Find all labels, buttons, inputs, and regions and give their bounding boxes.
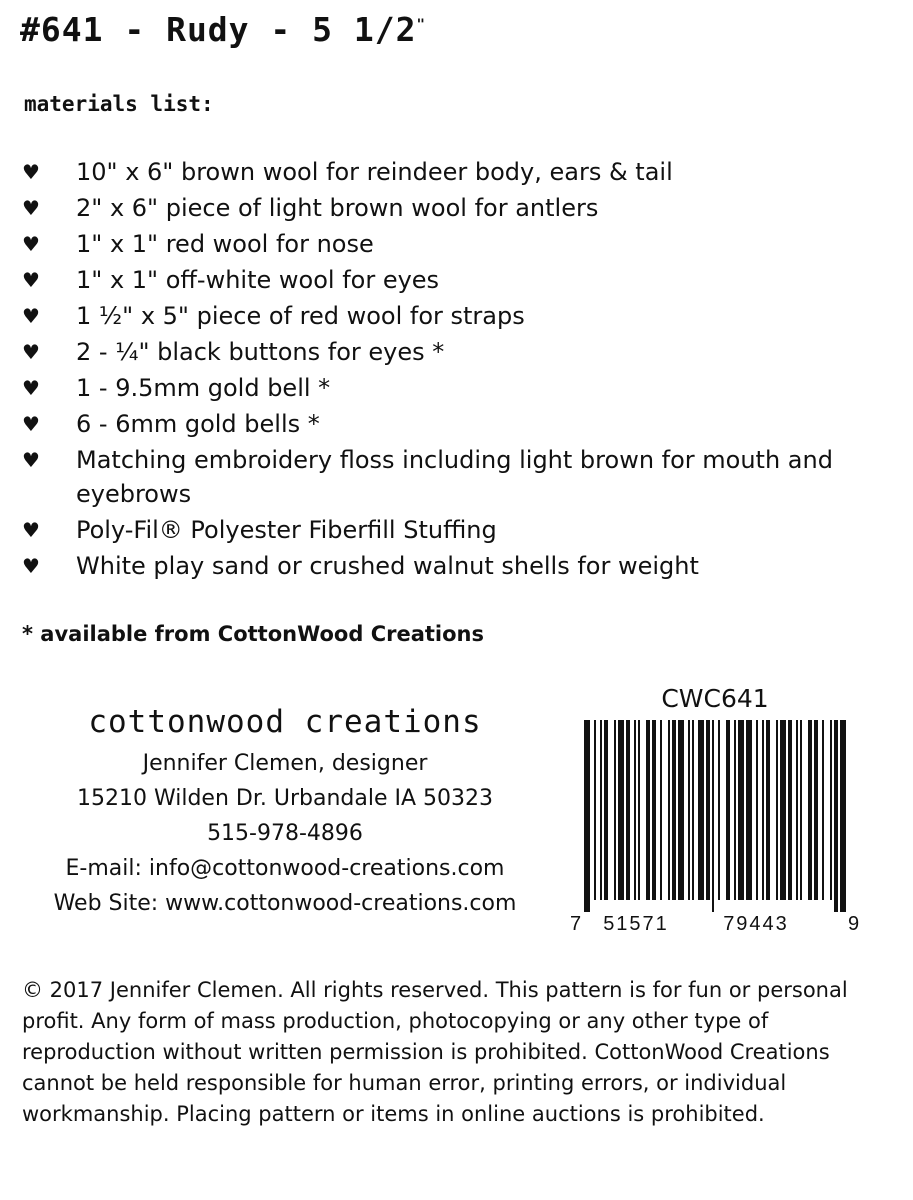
barcode-bar [766,720,770,900]
barcode-bar [672,720,676,900]
list-item-text: Matching embroidery floss including light brown for mouth and eyebrows [76,446,833,508]
list-item [22,371,882,405]
designer-line: Jennifer Clemen, designer [142,751,428,776]
barcode-bar [738,720,744,900]
phone-line: 515-978-4896 [207,821,363,846]
title-text: #641 - Rudy - 5 1/2 [20,10,417,49]
barcode-bar [762,720,764,900]
barcode-bar [706,720,710,900]
barcode-digit-right: 9 [848,913,860,935]
barcode-bar [692,720,694,900]
barcode-bar [814,720,818,900]
list-item-text: 6 - 6mm gold bells * [76,410,320,438]
list-item-text: Poly-Fil® Polyester Fiberfill Stuffing [76,516,497,544]
heart-icon: ♥ [22,412,40,436]
heart-icon: ♥ [22,268,40,292]
list-item-text: 2 - ¼" black buttons for eyes * [76,338,445,366]
list-item-text: 1 ½" x 5" piece of red wool for straps [76,302,525,330]
list-item [22,299,882,333]
barcode-bar [688,720,690,900]
availability-note: * available from CottonWood Creations [22,622,484,646]
heart-icon: ♥ [22,518,40,542]
barcode-bar [718,720,720,900]
list-item [22,513,882,547]
barcode-block [570,684,860,935]
heart-icon: ♥ [22,196,40,220]
barcode-bar [822,720,824,900]
barcode-bar [834,720,838,912]
list-item [22,263,882,297]
barcode-bar [600,720,602,900]
heart-icon: ♥ [22,304,40,328]
website-line: Web Site: www.cottonwood-creations.com [53,891,517,916]
barcode-bar [668,720,670,900]
barcode-bar [830,720,832,900]
barcode-digit-left: 7 [570,913,582,935]
list-item [22,335,882,369]
list-item [22,549,882,583]
company-block [20,700,550,921]
barcode-bar [618,720,624,900]
heart-icon: ♥ [22,376,40,400]
list-item [22,443,882,511]
list-item [22,191,882,225]
barcode-image [570,720,860,935]
heart-icon: ♥ [22,554,40,578]
list-item-text: 2" x 6" piece of light brown wool for antlers [76,194,599,222]
barcode-bar [800,720,802,900]
barcode-bar [646,720,650,900]
list-item-text: 1" x 1" red wool for nose [76,230,374,258]
company-brand: cottonwood creations [88,704,482,740]
list-item-text: 1 - 9.5mm gold bell * [76,374,331,402]
barcode-bar [594,720,596,900]
product-code: CWC641 [661,684,769,713]
list-item-text: White play sand or crushed walnut shells for weight [76,552,699,580]
barcode-bar [788,720,792,900]
list-item [22,227,882,261]
barcode-bar [584,720,590,912]
barcode-bar [734,720,736,900]
copyright-notice: © 2017 Jennifer Clemen. All rights reserved. This pattern is for fun or personal profit. Any form of mass production, photocopying or any other type of reproduction without written permission is prohibited. CottonWood Creations cannot be held responsible for human error, printing errors, or individual workmanship. Placing pattern or items in online auctions is prohibited. [22,978,848,1126]
list-item [22,155,882,189]
barcode-bar [712,720,714,912]
barcode-group-1: 51571 [603,913,669,935]
barcode-bar [746,720,752,900]
list-item-text: 1" x 1" off-white wool for eyes [76,266,440,294]
barcode-bar [638,720,640,900]
list-item-text: 10" x 6" brown wool for reindeer body, ears & tail [76,158,673,186]
barcode-bar [756,720,758,900]
barcode-bar [634,720,636,900]
barcode-bar [726,720,730,900]
barcode-bar [660,720,662,900]
heart-icon: ♥ [22,448,40,472]
heart-icon: ♥ [22,160,40,184]
barcode-bar [604,720,608,900]
materials-list [22,155,882,585]
barcode-bar [614,720,616,900]
barcode-bar [626,720,630,900]
barcode-bar [780,720,786,900]
barcode-bar [776,720,778,900]
barcode-bar [698,720,704,900]
address-line: 15210 Wilden Dr. Urbandale IA 50323 [76,786,493,811]
list-item [22,407,882,441]
heart-icon: ♥ [22,340,40,364]
email-line: E-mail: info@cottonwood-creations.com [65,856,505,881]
barcode-group-2: 79443 [723,913,789,935]
page-title [20,10,426,49]
barcode-bar [808,720,812,900]
barcode-bar [678,720,684,900]
barcode-bar [796,720,798,900]
barcode-bar [652,720,656,900]
title-inch-mark: " [416,17,426,33]
barcode-bar [840,720,846,912]
heart-icon: ♥ [22,232,40,256]
materials-heading: materials list: [24,92,214,116]
